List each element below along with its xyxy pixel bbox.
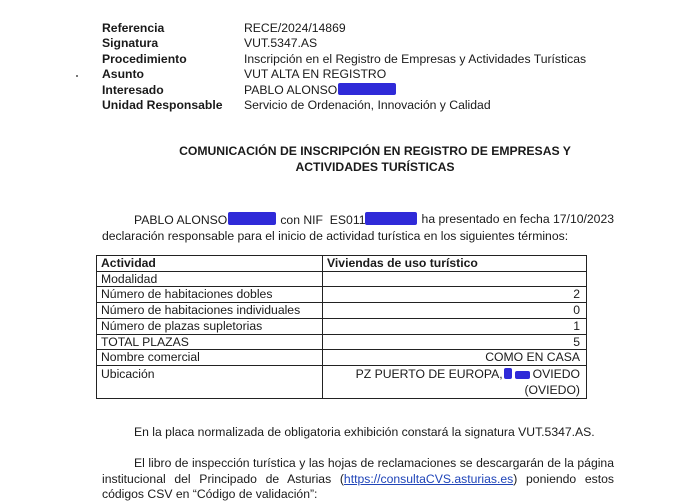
meta-row-referencia <box>102 21 586 36</box>
activity-table <box>96 255 587 399</box>
location-city: OVIEDO <box>532 366 580 381</box>
redaction-mark <box>515 371 530 379</box>
libro-text-1: El libro de inspección turística y las hojas de reclamaciones se descargarán de la página institucional del Principado de Asturias ( <box>102 456 614 486</box>
meta-label: Interesado <box>102 82 164 97</box>
table-row <box>97 303 587 319</box>
intro-nif: ES011 <box>329 213 366 227</box>
table-row <box>97 350 587 366</box>
redaction-mark <box>365 212 417 225</box>
meta-row-unidad <box>102 98 586 113</box>
intro-text-1: ha presentado en fecha 17/10/2023 <box>421 212 614 226</box>
meta-value: VUT.5347.AS <box>244 36 318 51</box>
table-cell-label: Número de habitaciones dobles <box>97 287 323 303</box>
table-cell-location <box>323 365 587 398</box>
table-cell-value: 5 <box>323 334 587 350</box>
meta-label: Signatura <box>102 36 159 51</box>
table-header-cell: Viviendas de uso turístico <box>323 256 587 272</box>
table-row <box>97 318 587 334</box>
meta-value: VUT ALTA EN REGISTRO <box>244 67 387 82</box>
table-cell-label: Modalidad <box>97 271 323 287</box>
table-cell-label: Número de habitaciones individuales <box>97 303 323 319</box>
libro-text-2: ) poniendo estos códigos CSV en “Código de validación”: <box>102 471 614 501</box>
placa-text: En la placa normalizada de obligatoria exhibición constará la signatura VUT.5347.AS. <box>134 425 595 439</box>
redaction-mark <box>504 368 512 379</box>
table-cell-value <box>323 271 587 287</box>
table-cell-label: TOTAL PLAZAS <box>97 334 323 350</box>
meta-label: Procedimiento <box>102 51 187 66</box>
location-street: PZ PUERTO DE EUROPA, <box>355 366 503 381</box>
document-title: COMUNICACIÓN DE INSCRIPCIÓN EN REGISTRO DE EMPRESAS Y ACTIVIDADES TURÍSTICAS <box>179 144 571 174</box>
placa-paragraph <box>102 425 614 441</box>
consulta-csv-link[interactable]: https://consultaCVS.asturias.es <box>343 471 514 486</box>
meta-row-procedimiento <box>102 52 586 67</box>
table-row <box>97 271 587 287</box>
location-province: (OVIEDO) <box>524 382 580 397</box>
table-cell-value: 0 <box>323 303 587 319</box>
table-row-location <box>97 365 587 398</box>
table-cell-value: 1 <box>323 318 587 334</box>
table-cell-label: Nombre comercial <box>97 350 323 366</box>
redaction-mark <box>338 83 396 95</box>
meta-label: Asunto <box>102 67 144 82</box>
meta-row-asunto <box>102 67 586 82</box>
redaction-mark <box>228 212 276 225</box>
table-cell-label: Ubicación <box>97 365 323 398</box>
meta-row-signatura <box>102 36 586 51</box>
table-row <box>97 334 587 350</box>
table-cell-value: COMO EN CASA <box>323 350 587 366</box>
intro-text-2: declaración responsable para el inicio de actividad turística en los siguientes términos: <box>102 228 569 243</box>
scan-speck <box>76 75 78 77</box>
table-header-cell: Actividad <box>97 256 323 272</box>
meta-row-interesado <box>102 83 586 98</box>
meta-value: Inscripción en el Registro de Empresas y Actividades Turísticas <box>244 51 587 66</box>
meta-value: Servicio de Ordenación, Innovación y Calidad <box>244 97 491 112</box>
libro-paragraph <box>102 456 614 503</box>
meta-value: RECE/2024/14869 <box>244 21 346 35</box>
table-header-row <box>97 256 587 272</box>
meta-label: Unidad Responsable <box>102 97 223 112</box>
meta-label: Referencia <box>102 21 165 35</box>
intro-paragraph <box>102 212 614 244</box>
table-cell-value: 2 <box>323 287 587 303</box>
intro-nif-label: con NIF <box>280 213 323 227</box>
header-metadata <box>102 21 586 113</box>
intro-name: PABLO ALONSO <box>134 213 228 227</box>
table-cell-label: Número de plazas supletorias <box>97 318 323 334</box>
meta-value: PABLO ALONSO <box>244 82 338 97</box>
table-row <box>97 287 587 303</box>
